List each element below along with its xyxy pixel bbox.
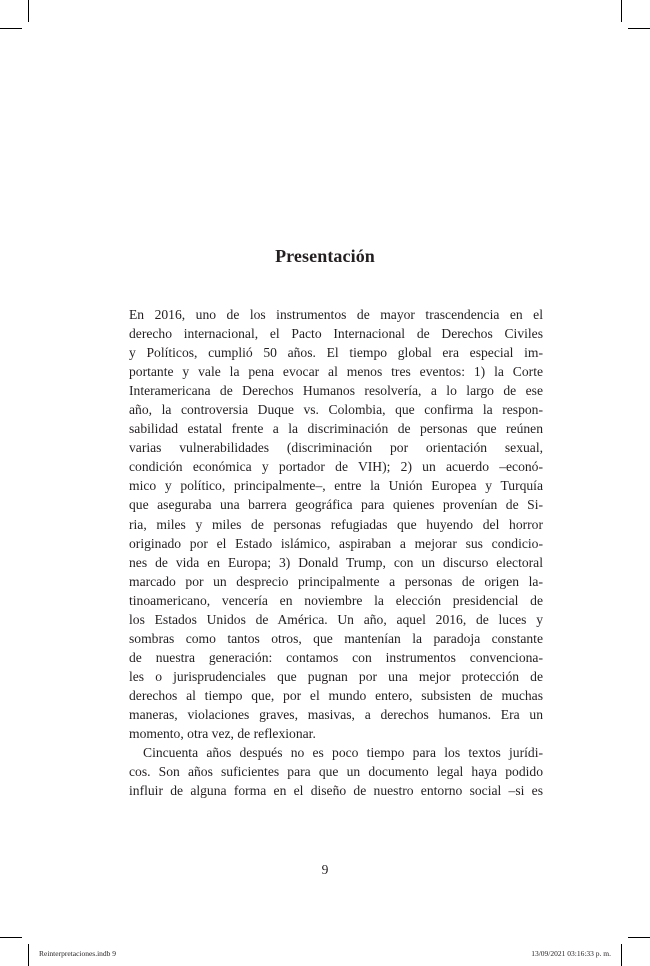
text-line: mico y político, principalmente–, entre la Unión Europea y Turquía [129, 478, 543, 494]
page-number: 9 [321, 862, 329, 877]
text-line: marcado por un desprecio principalmente a personas de origen la- [129, 573, 543, 589]
text-line: Cincuenta años después no es poco tiempo para los textos jurídi- [143, 745, 543, 761]
body-text [129, 305, 543, 800]
text-line: les o jurisprudenciales que pugnan por una mejor protección de [129, 668, 543, 684]
text-line: los Estados Unidos de América. Un año, aquel 2016, de luces y [129, 611, 543, 627]
paragraph-1 [129, 305, 543, 743]
text-line: Interamericana de Derechos Humanos resolvería, a lo largo de ese [129, 383, 543, 399]
text-line: cos. Son años suficientes para que un documento legal haya podido [129, 764, 543, 780]
text-line: tinoamericano, vencería en noviembre la elección presidencial de [129, 592, 543, 608]
text-line: que aseguraba una barrera geográfica para quienes provenían de Si- [129, 497, 543, 513]
text-line: de nuestra generación: contamos con instrumentos convenciona- [129, 649, 543, 665]
text-line: varias vulnerabilidades (discriminación por orientación sexual, [129, 440, 543, 456]
text-line: momento, otra vez, de reflexionar. [129, 726, 316, 742]
text-line: maneras, violaciones graves, masivas, a derechos humanos. Era un [129, 706, 543, 722]
text-line: portante y vale la pena evocar al menos tres eventos: 1) la Corte [129, 364, 543, 380]
crop-mark-top-right [621, 0, 622, 22]
text-line: sabilidad estatal frente a la discriminación de personas que reúnen [129, 421, 543, 437]
slug-filename: Reinterpretaciones.indb 9 [39, 949, 117, 958]
slug-timestamp: 13/09/2021 03:16:33 p. m. [531, 949, 611, 958]
text-line: condición económica y portador de VIH); 2) un acuerdo –econó- [129, 459, 543, 475]
paragraph-2 [129, 743, 543, 800]
text-line: ria, miles y miles de personas refugiadas que huyendo del horror [129, 516, 543, 532]
text-line: y Políticos, cumplió 50 años. El tiempo global era especial im- [129, 345, 543, 361]
text-line: nes de vida en Europa; 3) Donald Trump, con un discurso electoral [129, 554, 543, 570]
text-line: derecho internacional, el Pacto Internacional de Derechos Civiles [129, 326, 543, 342]
crop-mark-bottom-right-h [628, 937, 650, 938]
text-line: sombras como tantos otros, que mantenían la paradoja constante [129, 630, 543, 646]
text-line: originado por el Estado islámico, aspiraban a mejorar sus condicio- [129, 535, 543, 551]
crop-mark-top-left [28, 0, 29, 22]
crop-mark-bottom-left [28, 944, 29, 966]
crop-mark-bottom-right [621, 944, 622, 966]
crop-mark-top-left-h [0, 28, 22, 29]
crop-mark-top-right-h [628, 28, 650, 29]
page-title: Presentación [275, 246, 375, 266]
text-line: influir de alguna forma en el diseño de nuestro entorno social –si es [129, 783, 543, 799]
text-line: derechos al tiempo que, por el mundo entero, subsisten de muchas [129, 687, 543, 703]
crop-mark-bottom-left-h [0, 937, 22, 938]
text-line: En 2016, uno de los instrumentos de mayor trascendencia en el [129, 307, 543, 322]
text-line: año, la controversia Duque vs. Colombia, que confirma la respon- [129, 402, 543, 418]
